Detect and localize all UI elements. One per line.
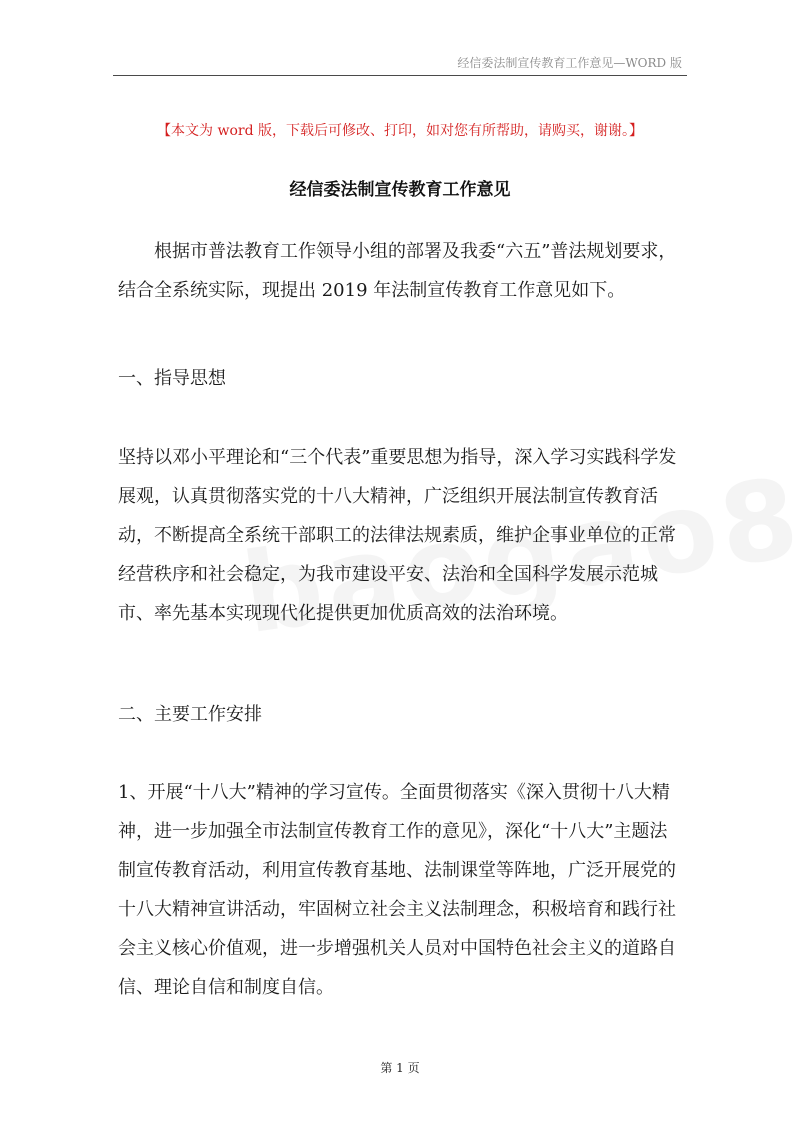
document-title: 经信委法制宣传教育工作意见 — [289, 180, 511, 200]
page-number: 第 1 页 — [380, 1061, 420, 1075]
purchase-notice: 【本文为 word 版，下载后可修改、打印，如对您有所帮助，请购买，谢谢。】 — [157, 123, 643, 139]
section-heading-main-tasks: 二、主要工作安排 — [118, 704, 262, 725]
main-task-item-1: 1、开展“十八大”精神的学习宣传。全面贯彻落实《深入贯彻十八大精神，进一步加强全市法制宣传教育工作的意见》，深化“十八大”主题法制宣传教育活动，利用宣传教育基地、法制课堂等阵地，广泛开展党的十八大精神宣讲活动，牢固树立社会主义法制理念，积极培育和践行社会主义核心价值观，进一步增强机关人员对中国特色社会主义的道路自信、理论自信和制度自信。 — [118, 782, 676, 998]
guiding-ideology-paragraph: 坚持以邓小平理论和“三个代表”重要思想为指导，深入学习实践科学发展观，认真贯彻落实党的十八大精神，广泛组织开展法制宣传教育活动，不断提高全系统干部职工的法律法规素质，维护企事业单位的正常经营秩序和社会稳定，为我市建设平安、法治和全国科学发展示范城市、率先基本实现现代化提供更加优质高效的法治环境。 — [118, 447, 677, 624]
running-header: 经信委法制宣传教育工作意见—WORD 版 — [457, 56, 682, 70]
section-heading-guiding-ideology: 一、指导思想 — [118, 368, 226, 389]
intro-paragraph: 根据市普法教育工作领导小组的部署及我委“六五”普法规划要求，结合全系统实际，现提出 2019 年法制宣传教育工作意见如下。 — [118, 241, 677, 301]
header-divider — [113, 75, 687, 76]
